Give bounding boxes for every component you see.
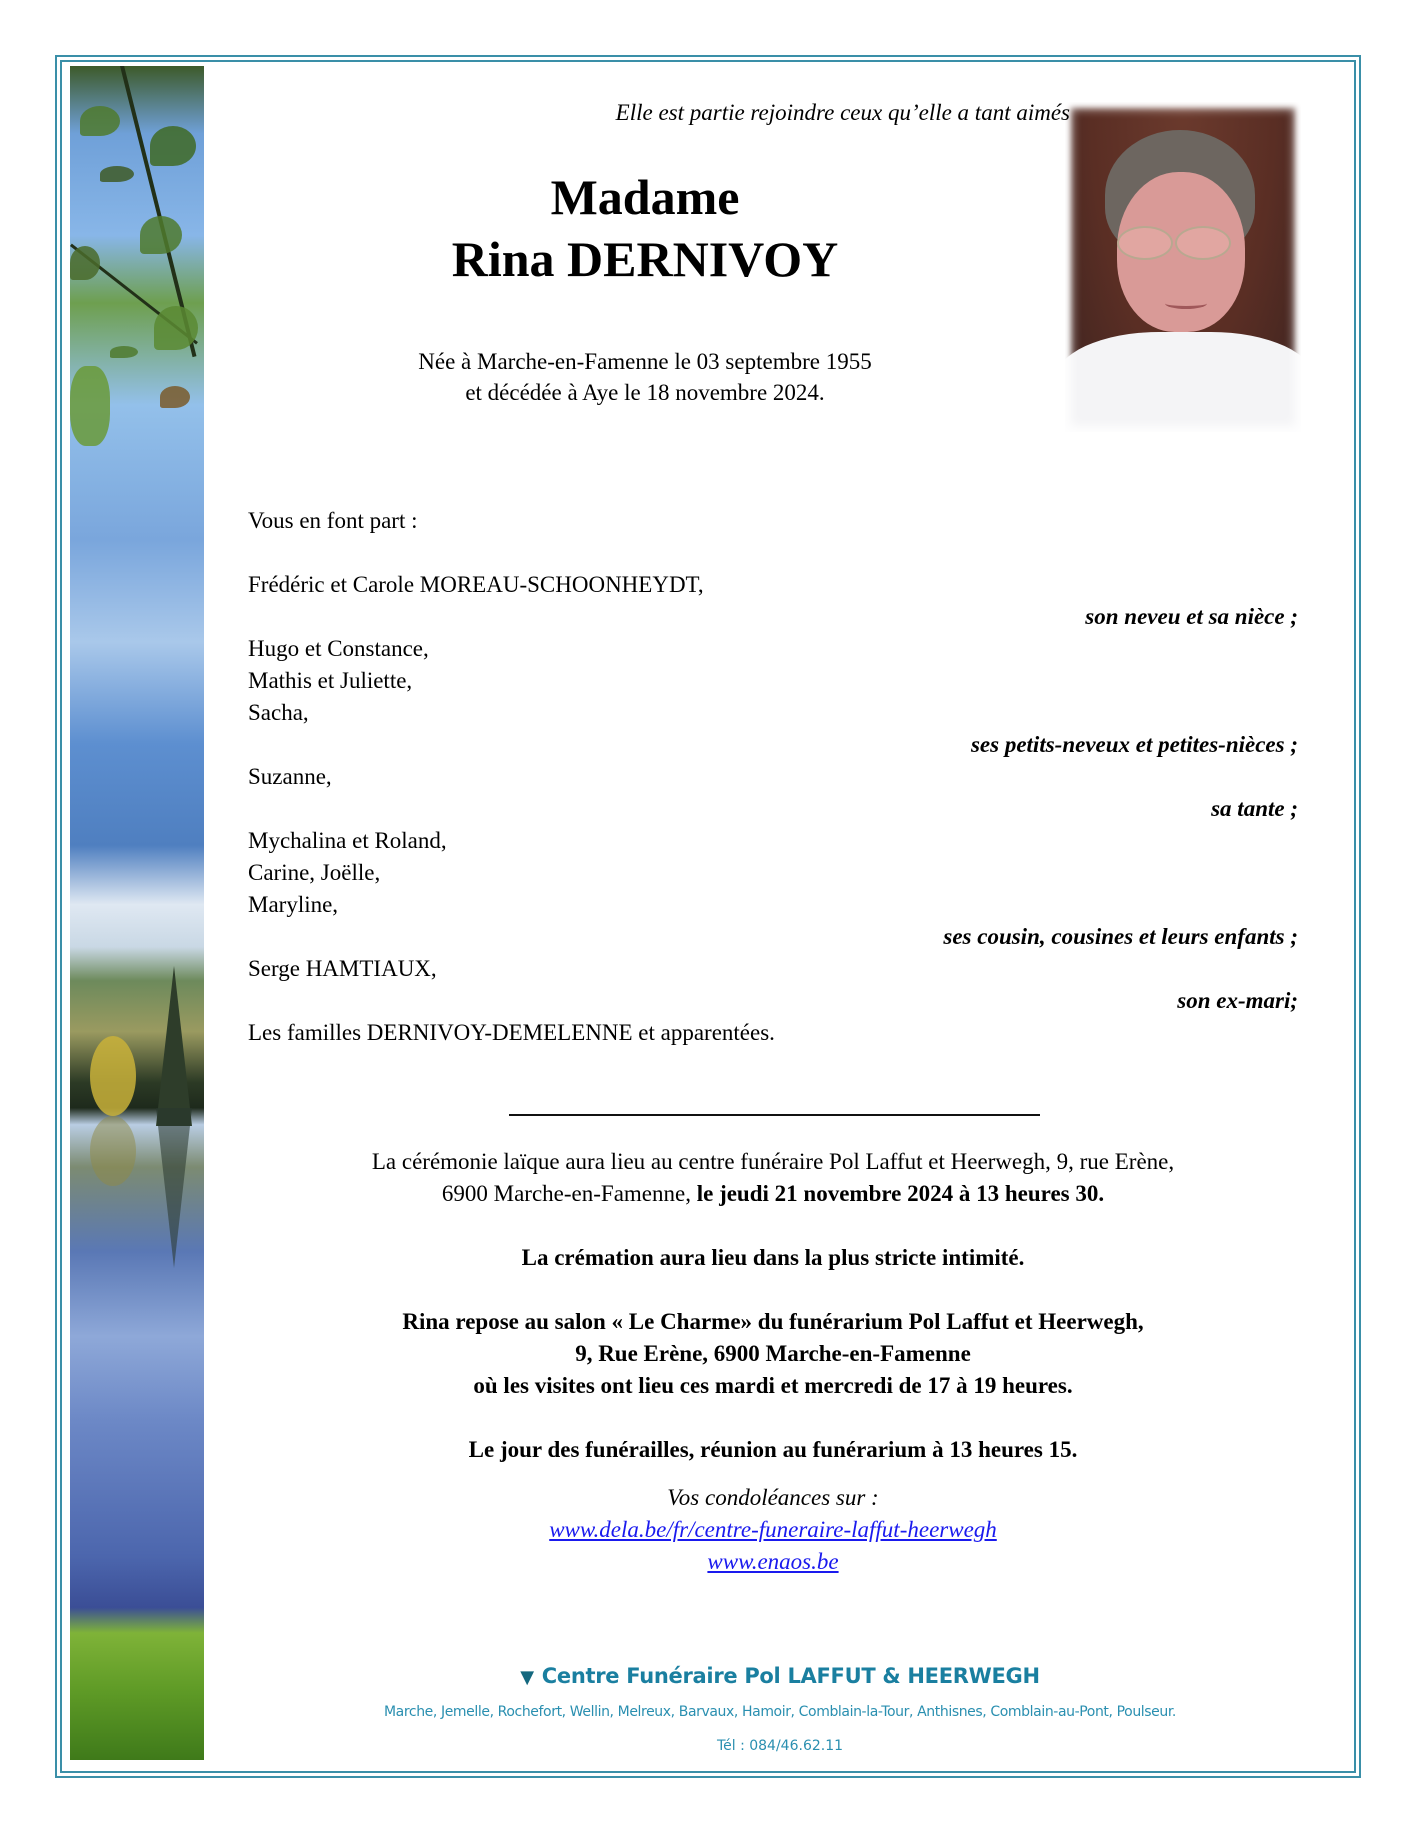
condolences-block	[248, 1482, 1298, 1578]
leaf-shape	[80, 106, 120, 136]
visitation-info	[248, 1306, 1298, 1402]
deceased-portrait-photo	[1065, 102, 1301, 432]
relative-name	[248, 1017, 1298, 1049]
visitation-line-3: où les visites ont lieu ces mardi et mercredi de 17 à 19 heures.	[473, 1373, 1073, 1398]
relative-name	[248, 633, 1298, 665]
yellow-tree-shape	[90, 1036, 136, 1116]
leaf-shape	[100, 166, 134, 182]
relation-label-text: ses petits-neveux et petites-nièces ;	[970, 732, 1298, 757]
relation-label	[248, 729, 1298, 761]
relative-name	[248, 697, 1298, 729]
relation-label-text: sa tante ;	[1211, 796, 1298, 821]
relative-name	[248, 665, 1298, 697]
leaf-shape	[154, 306, 198, 350]
decorative-landscape-strip	[70, 66, 204, 1760]
relative-name-text: Les familles DERNIVOY-DEMELENNE et apparentées.	[248, 1020, 775, 1045]
condolence-link-dela[interactable]: www.dela.be/fr/centre-funeraire-laffut-heerwegh	[549, 1517, 997, 1542]
funeral-meeting-note: Le jour des funérailles, réunion au funérarium à 13 heures 15.	[468, 1437, 1078, 1462]
ceremony-location: 6900 Marche-en-Famenne,	[441, 1181, 697, 1206]
funeral-home-name	[200, 1664, 1360, 1688]
funeral-home-phone: Tél : 084/46.62.11	[716, 1738, 844, 1754]
leaf-shape	[70, 366, 110, 446]
relative-name-text: Frédéric et Carole MOREAU-SCHOONHEYDT,	[248, 572, 704, 597]
announcement-intro	[248, 505, 1298, 537]
ceremony-datetime: le jeudi 21 novembre 2024 à 13 heures 30.	[696, 1181, 1105, 1206]
relative-name-text: Sacha,	[248, 700, 309, 725]
relation-label-text: son neveu et sa nièce ;	[1085, 604, 1298, 629]
title-honorific: Madame	[550, 169, 740, 225]
relative-name	[248, 569, 1298, 601]
relative-name	[248, 825, 1298, 857]
visitation-line-2: 9, Rue Erène, 6900 Marche-en-Famenne	[575, 1341, 971, 1366]
relation-label-text: ses cousin, cousines et leurs enfants ;	[943, 924, 1298, 949]
ceremony-info	[248, 1146, 1298, 1210]
deceased-name: Rina DERNIVOY	[451, 231, 839, 287]
relative-name-text: Maryline,	[248, 892, 339, 917]
relation-label	[248, 601, 1298, 633]
epigraph: Elle est partie rejoindre ceux qu’elle a tant aimés	[615, 100, 1070, 125]
leaf-shape	[160, 386, 190, 408]
relative-name-text: Suzanne,	[248, 764, 332, 789]
leaf-shape	[140, 216, 182, 254]
death-line: et décédée à Aye le 18 novembre 2024.	[465, 380, 825, 405]
cremation-note: La crémation aura lieu dans la plus stricte intimité.	[521, 1245, 1025, 1270]
relative-name	[248, 953, 1298, 985]
pine-reflection-shape	[156, 1108, 192, 1268]
portrait-vignette	[1065, 102, 1301, 432]
pine-tree-shape	[156, 966, 192, 1126]
ceremony-line-1: La cérémonie laïque aura lieu au centre funéraire Pol Laffut et Heerwegh, 9, rue Erène,	[371, 1149, 1175, 1174]
relation-label	[248, 921, 1298, 953]
funeral-home-locations: Marche, Jemelle, Rochefort, Wellin, Melreux, Barvaux, Hamoir, Comblain-la-Tour, Anthisnes, Comblain-au-Pont, Poulseur.	[384, 1704, 1176, 1720]
triangle-down-icon: ▼	[520, 1667, 534, 1688]
visitation-line-1: Rina repose au salon « Le Charme» du funérarium Pol Laffut et Heerwegh,	[402, 1309, 1144, 1334]
relative-name	[248, 857, 1298, 889]
tree-reflection-shape	[90, 1116, 136, 1186]
section-separator	[509, 1090, 1040, 1116]
relative-name-text: Hugo et Constance,	[248, 636, 429, 661]
relation-label-text: son ex-mari;	[1177, 988, 1298, 1013]
relation-label	[248, 985, 1298, 1017]
relative-name-text: Carine, Joëlle,	[248, 860, 381, 885]
funeral-home-name-text: Centre Funéraire Pol LAFFUT & HEERWEGH	[541, 1664, 1040, 1688]
announcement-intro-text: Vous en font part :	[248, 508, 418, 533]
relative-name-text: Serge HAMTIAUX,	[248, 956, 437, 981]
ceremony-line-2	[248, 1178, 1298, 1210]
relative-name	[248, 761, 1298, 793]
leaf-shape	[110, 346, 138, 358]
relative-name-text: Mychalina et Roland,	[248, 828, 447, 853]
leaf-shape	[70, 246, 100, 280]
condolences-label: Vos condoléances sur :	[667, 1485, 879, 1510]
birth-death-dates	[330, 346, 960, 408]
condolence-link-enaos[interactable]: www.enaos.be	[707, 1549, 839, 1574]
relative-name-text: Mathis et Juliette,	[248, 668, 413, 693]
relative-name	[248, 889, 1298, 921]
birth-line: Née à Marche-en-Famenne le 03 septembre 1955	[418, 349, 872, 374]
leaf-shape	[150, 126, 196, 166]
relation-label	[248, 793, 1298, 825]
